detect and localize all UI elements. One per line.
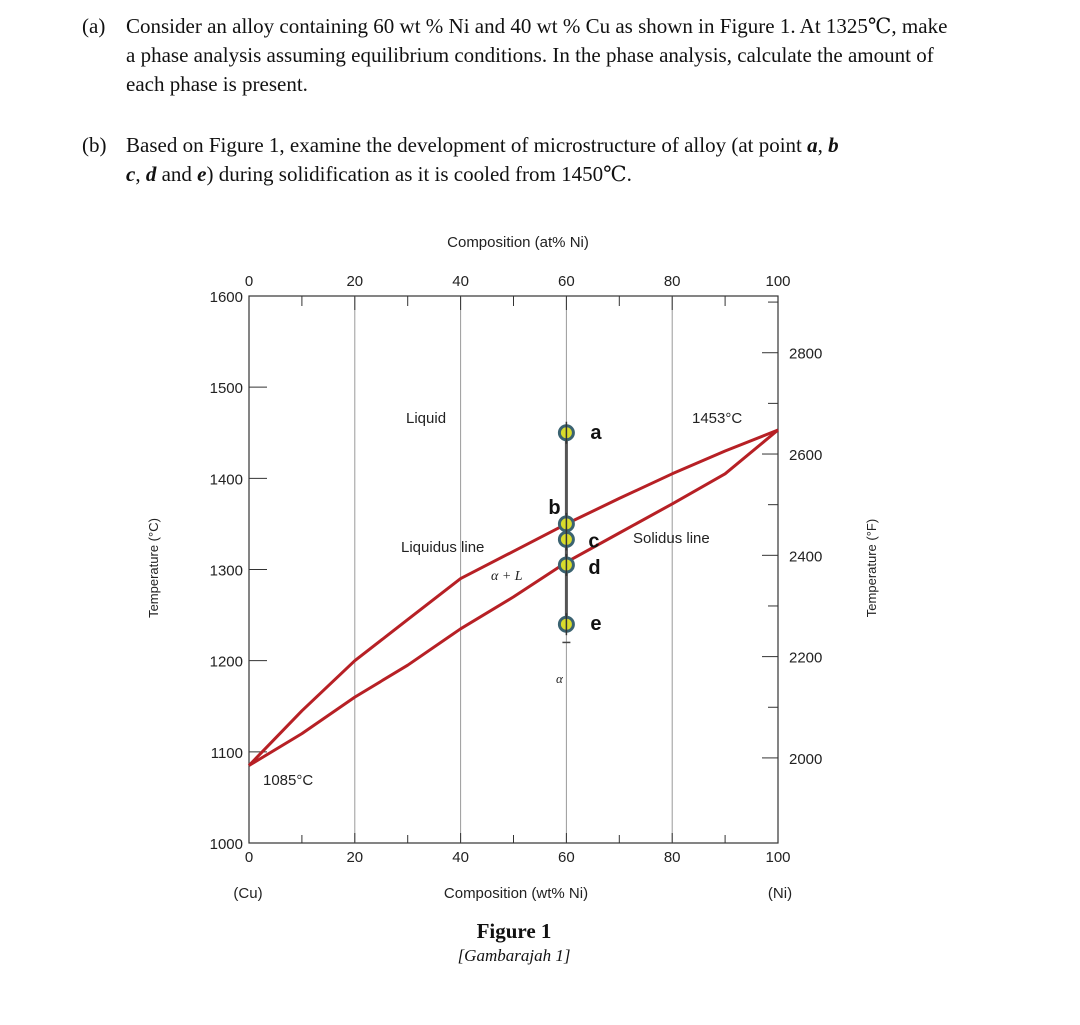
top-axis-title: Composition (at% Ni)	[447, 234, 589, 251]
question-b-text-part-1: Based on Figure 1, examine the development of microstructure of alloy (at point	[126, 133, 808, 157]
solidus-line-label: Solidus line	[633, 530, 710, 547]
x-tick-label: 20	[346, 849, 364, 866]
point-b-label: b	[548, 496, 561, 519]
y-tick-label: 1100	[210, 744, 243, 762]
point-d-label: d	[588, 556, 601, 579]
question-a-text: Consider an alloy containing 60 wt % Ni and 40 wt % Cu as shown in Figure 1. At 1325℃, make a phase analysis assuming equilibrium conditions. In the phase analysis, calculate the amount of each phase is present.	[126, 14, 948, 96]
figure-caption-malay: [Gambarajah 1]	[457, 946, 571, 965]
separator: ,	[135, 162, 146, 186]
top-tick-label: 20	[346, 273, 364, 290]
top-tick-label: 40	[452, 273, 469, 290]
liquidus-line-label: Liquidus line	[401, 539, 485, 556]
right-axis-title: Temperature (°F)	[864, 518, 879, 618]
point-c-label: c	[588, 530, 600, 553]
top-tick-label: 80	[663, 273, 681, 290]
point-a-label: a	[590, 421, 602, 444]
point-d-ref: d	[145, 162, 157, 186]
y-tick-label: 1500	[209, 380, 243, 398]
f-tick-label: 2400	[789, 548, 823, 566]
top-tick-label: 0	[244, 273, 254, 290]
x-tick-label: 60	[558, 849, 575, 866]
f-tick-label: 2000	[789, 750, 823, 768]
point-b-ref: b	[828, 133, 839, 157]
y-tick-label: 1000	[209, 836, 243, 853]
liquid-region-label: Liquid	[406, 410, 447, 427]
alpha-liquid-region-label: α + L	[491, 569, 523, 584]
ni-melting-point-label: 1453°C	[692, 410, 743, 427]
solidus-line-curve	[249, 430, 778, 766]
x-tick-label: 100	[765, 849, 791, 866]
point-c-ref: c	[126, 162, 136, 186]
left-axis-title: Temperature (°C)	[146, 518, 161, 618]
x-tick-label: 80	[663, 849, 681, 866]
f-tick-label: 2800	[789, 345, 823, 363]
y-tick-label: 1400	[209, 471, 243, 489]
question-a-label: (a)	[82, 14, 106, 38]
question-b-label: (b)	[82, 133, 107, 157]
separator: ,	[817, 133, 829, 157]
f-tick-label: 2200	[789, 649, 823, 667]
y-tick-label: 1600	[209, 289, 243, 306]
f-tick-label: 2600	[789, 447, 823, 465]
y-tick-label: 1200	[209, 653, 243, 671]
alpha-region-label: α	[556, 671, 563, 686]
cu-melting-point-label: 1085°C	[263, 772, 314, 789]
top-tick-label: 100	[765, 273, 791, 290]
top-tick-label: 60	[558, 273, 575, 290]
x-axis-title: Composition (wt% Ni)	[443, 885, 589, 902]
conjunction: and	[156, 162, 198, 186]
point-a-ref: a	[807, 133, 818, 157]
cu-end-label: (Cu)	[233, 885, 263, 902]
marker-layer	[559, 422, 573, 643]
ni-end-label: (Ni)	[767, 885, 793, 902]
x-tick-label: 40	[452, 849, 469, 866]
question-b-text-part-2: ) during solidification as it is cooled from 1450℃.	[206, 162, 632, 186]
point-e-ref: e	[197, 162, 207, 186]
curve-layer	[249, 430, 778, 766]
figure-caption: Figure 1	[476, 919, 552, 943]
point-e-label: e	[590, 613, 602, 636]
text-layer	[146, 234, 879, 965]
y-tick-label: 1300	[209, 562, 243, 580]
x-tick-label: 0	[244, 849, 254, 866]
